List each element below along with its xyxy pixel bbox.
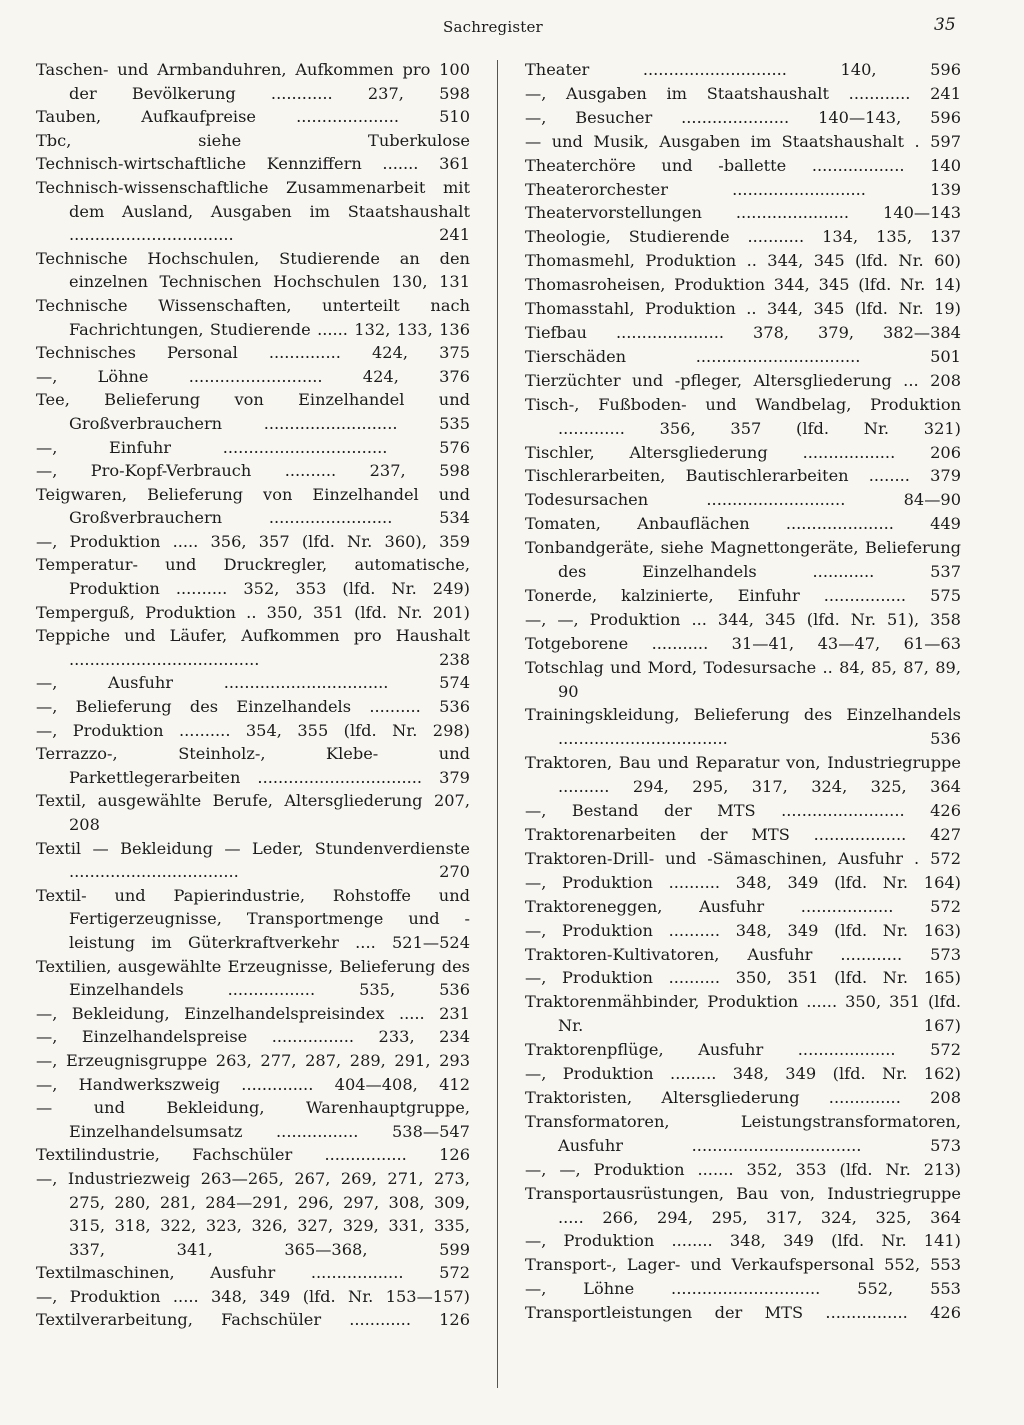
index-entry: Tiefbau ..................... 378, 379, 382—384 [525,322,961,342]
index-entry: Tierzüchter und -pfleger, Altersgliederung ... 208 [525,370,961,390]
index-entry: Traktorenpflüge, Ausfuhr ................... 572 [525,1040,961,1060]
index-entry: Tischler, Altersgliederung .................. 206 [525,442,961,462]
index-entry: Transformatoren, Leistungstransformatoren, Ausfuhr ................................. 573 [525,1111,961,1155]
index-entry: Tonbandgeräte, siehe Magnettongeräte, Belieferung des Einzelhandels ............ 537 [525,538,961,582]
index-entry: —, Produktion ..... 356, 357 (lfd. Nr. 360), 359 [36,531,470,551]
index-entry: Tauben, Aufkaufpreise .................... 510 [36,107,470,127]
index-entry: Totgeborene ........... 31—41, 43—47, 61—63 [525,633,961,653]
page-number: 35 [934,15,956,35]
index-entry: —, Produktion .......... 348, 349 (lfd. Nr. 163) [525,920,961,940]
index-entry: Theologie, Studierende ........... 134, 135, 137 [525,227,961,247]
index-entry: Temperguß, Produktion .. 350, 351 (lfd. Nr. 201) [36,602,470,622]
index-entry: Transportausrüstungen, Bau von, Industriegruppe ..... 266, 294, 295, 317, 324, 325, 364 [525,1183,961,1227]
index-entry: Technisches Personal .............. 424, 375 [36,343,470,363]
index-entry: Tischlerarbeiten, Bautischlerarbeiten ........ 379 [525,466,961,486]
index-entry: Textilmaschinen, Ausfuhr .................. 572 [36,1263,470,1283]
index-entry: Tisch-, Fußboden- und Wandbelag, Produktion ............. 356, 357 (lfd. Nr. 321) [525,394,961,438]
index-entry: —, Bekleidung, Einzelhandelspreisindex ..... 231 [36,1003,470,1023]
index-entry: Technisch-wissenschaftliche Zusammenarbeit mit dem Ausland, Ausgaben im Staatshaushalt ................................ 241 [36,177,470,245]
index-entry: —, —, Produktion ... 344, 345 (lfd. Nr. 51), 358 [525,609,961,629]
index-entry: Theater ............................ 140, 596 [525,60,961,79]
index-entry: Teppiche und Läufer, Aufkommen pro Haushalt ..................................... 238 [36,626,470,669]
index-entry: —, —, Produktion ....... 352, 353 (lfd. Nr. 213) [525,1159,961,1179]
index-entry: — und Musik, Ausgaben im Staatshaushalt . 597 [525,131,961,151]
index-entry: Traktorenarbeiten der MTS .................. 427 [525,825,961,844]
index-entry: Textilindustrie, Fachschüler ................ 126 [36,1145,470,1165]
index-entry: —, Einzelhandelspreise ................ 233, 234 [36,1027,470,1047]
index-entry: Trainingskleidung, Belieferung des Einzelhandels ................................. 536 [525,705,961,749]
index-entry: —, Löhne .......................... 424, 376 [36,366,470,386]
index-entry: Tomaten, Anbauflächen ..................... 449 [525,514,961,534]
page-header [0,14,1024,44]
index-entry: Textil- und Papierindustrie, Rohstoffe und Fertigerzeugnisse, Transportmenge und -leistung im Güterkraftverkehr .... 521—524 [36,885,470,952]
index-entry: Traktoren-Drill- und -Sämaschinen, Ausfuhr . 572 [525,848,961,868]
index-entry: Technische Wissenschaften, unterteilt nach Fachrichtungen, Studierende ...... 132, 133, 136 [36,295,470,339]
index-entry: Theaterchöre und -ballette .................. 140 [525,155,961,175]
index-entry: —, Ausfuhr ................................ 574 [36,673,470,693]
index-entry: —, Produktion .......... 354, 355 (lfd. Nr. 298) [36,720,470,740]
index-entry: Thomasmehl, Produktion .. 344, 345 (lfd. Nr. 60) [525,251,961,271]
index-entry: —, Belieferung des Einzelhandels .......... 536 [36,697,470,717]
index-entry: —, Einfuhr ................................ 576 [36,437,470,457]
index-entry: —, Produktion .......... 350, 351 (lfd. Nr. 165) [525,968,961,988]
running-head: Sachregister [443,18,543,36]
index-entry: Tbc, siehe Tuberkulose [36,130,470,150]
index-entry: Tonerde, kalzinierte, Einfuhr ................ 575 [525,585,961,605]
index-entry: Textilverarbeitung, Fachschüler ............ 126 [36,1310,470,1330]
index-entry: Temperatur- und Druckregler, automatische, Produktion .......... 352, 353 (lfd. Nr. 249) [36,555,470,599]
index-entry: —, Produktion ........ 348, 349 (lfd. Nr. 141) [525,1231,961,1251]
index-entry: Traktorenmähbinder, Produktion ...... 350, 351 (lfd. Nr. 167) [525,992,961,1036]
index-entry: Tee, Belieferung von Einzelhandel und Großverbrauchern .......................... 535 [36,390,470,433]
index-entry: —, Ausgaben im Staatshaushalt ............ 241 [525,83,961,103]
index-entry: Technisch-wirtschaftliche Kennziffern ....... 361 [36,154,470,174]
index-entry: Theaterorchester .......................... 139 [525,179,961,199]
index-entry: Terrazzo-, Steinholz-, Klebe- und Parkettlegerarbeiten ................................ 379 [36,744,470,787]
index-entry: Transport-, Lager- und Verkaufspersonal 552, 553 [525,1255,961,1275]
index-entry: —, Produktion ..... 348, 349 (lfd. Nr. 153—157) [36,1286,470,1306]
index-entry: Totschlag und Mord, Todesursache .. 84, 85, 87, 89, 90 [525,657,961,701]
index-entry: Taschen- und Armbanduhren, Aufkommen pro 100 der Bevölkerung ............ 237, 598 [36,60,470,103]
index-entry: Traktoreneggen, Ausfuhr .................. 572 [525,896,961,916]
index-entry: —, Erzeugnisgruppe 263, 277, 287, 289, 291, 293 [36,1050,470,1070]
index-entry: Tierschäden ................................ 501 [525,346,961,366]
index-entry: Textilien, ausgewählte Erzeugnisse, Belieferung des Einzelhandels ................. 535, 536 [36,956,470,1000]
index-entry: Thomasstahl, Produktion .. 344, 345 (lfd. Nr. 19) [525,299,961,319]
index-entry: Thomasroheisen, Produktion 344, 345 (lfd. Nr. 14) [525,275,961,295]
index-entry: —, Löhne ............................. 552, 553 [525,1279,961,1299]
index-entry: —, Produktion .......... 348, 349 (lfd. Nr. 164) [525,872,961,892]
index-column-right [525,58,961,1325]
index-entry: Traktoristen, Altersgliederung .............. 208 [525,1087,961,1107]
index-entry: Todesursachen ........................... 84—90 [525,490,961,510]
index-entry: Theatervorstellungen ...................... 140—143 [525,203,961,223]
index-entry: —, Besucher ..................... 140—143, 596 [525,107,961,127]
index-entry: —, Handwerkszweig .............. 404—408, 412 [36,1074,470,1094]
index-entry: Textil, ausgewählte Berufe, Altersgliederung 207, 208 [36,791,470,834]
index-entry: Textil — Bekleidung — Leder, Stundenverdienste ................................. 270 [36,838,470,882]
index-entry: — und Bekleidung, Warenhauptgruppe, Einzelhandelsumsatz ................ 538—547 [36,1098,470,1141]
column-divider [497,60,498,1388]
index-entry: —, Produktion ......... 348, 349 (lfd. Nr. 162) [525,1064,961,1084]
index-entry: —, Industriezweig 263—265, 267, 269, 271, 273, 275, 280, 281, 284—291, 296, 297, 308, 309, 315, 318, 322, 323, 326, 327, 329, 331, 335, 337, 341, 365—368, 599 [36,1168,470,1259]
index-entry: Transportleistungen der MTS ................ 426 [525,1303,961,1323]
index-column-left [36,58,470,1332]
index-entry: Traktoren-Kultivatoren, Ausfuhr ............ 573 [525,944,961,964]
index-entry: Teigwaren, Belieferung von Einzelhandel und Großverbrauchern ........................ 534 [36,484,470,528]
index-entry: —, Pro-Kopf-Verbrauch .......... 237, 598 [36,461,470,481]
index-entry: Technische Hochschulen, Studierende an den einzelnen Technischen Hochschulen 130, 131 [36,248,470,292]
index-entry: Traktoren, Bau und Reparatur von, Industriegruppe .......... 294, 295, 317, 324, 325, 364 [525,753,961,797]
index-entry: —, Bestand der MTS ........................ 426 [525,801,961,821]
